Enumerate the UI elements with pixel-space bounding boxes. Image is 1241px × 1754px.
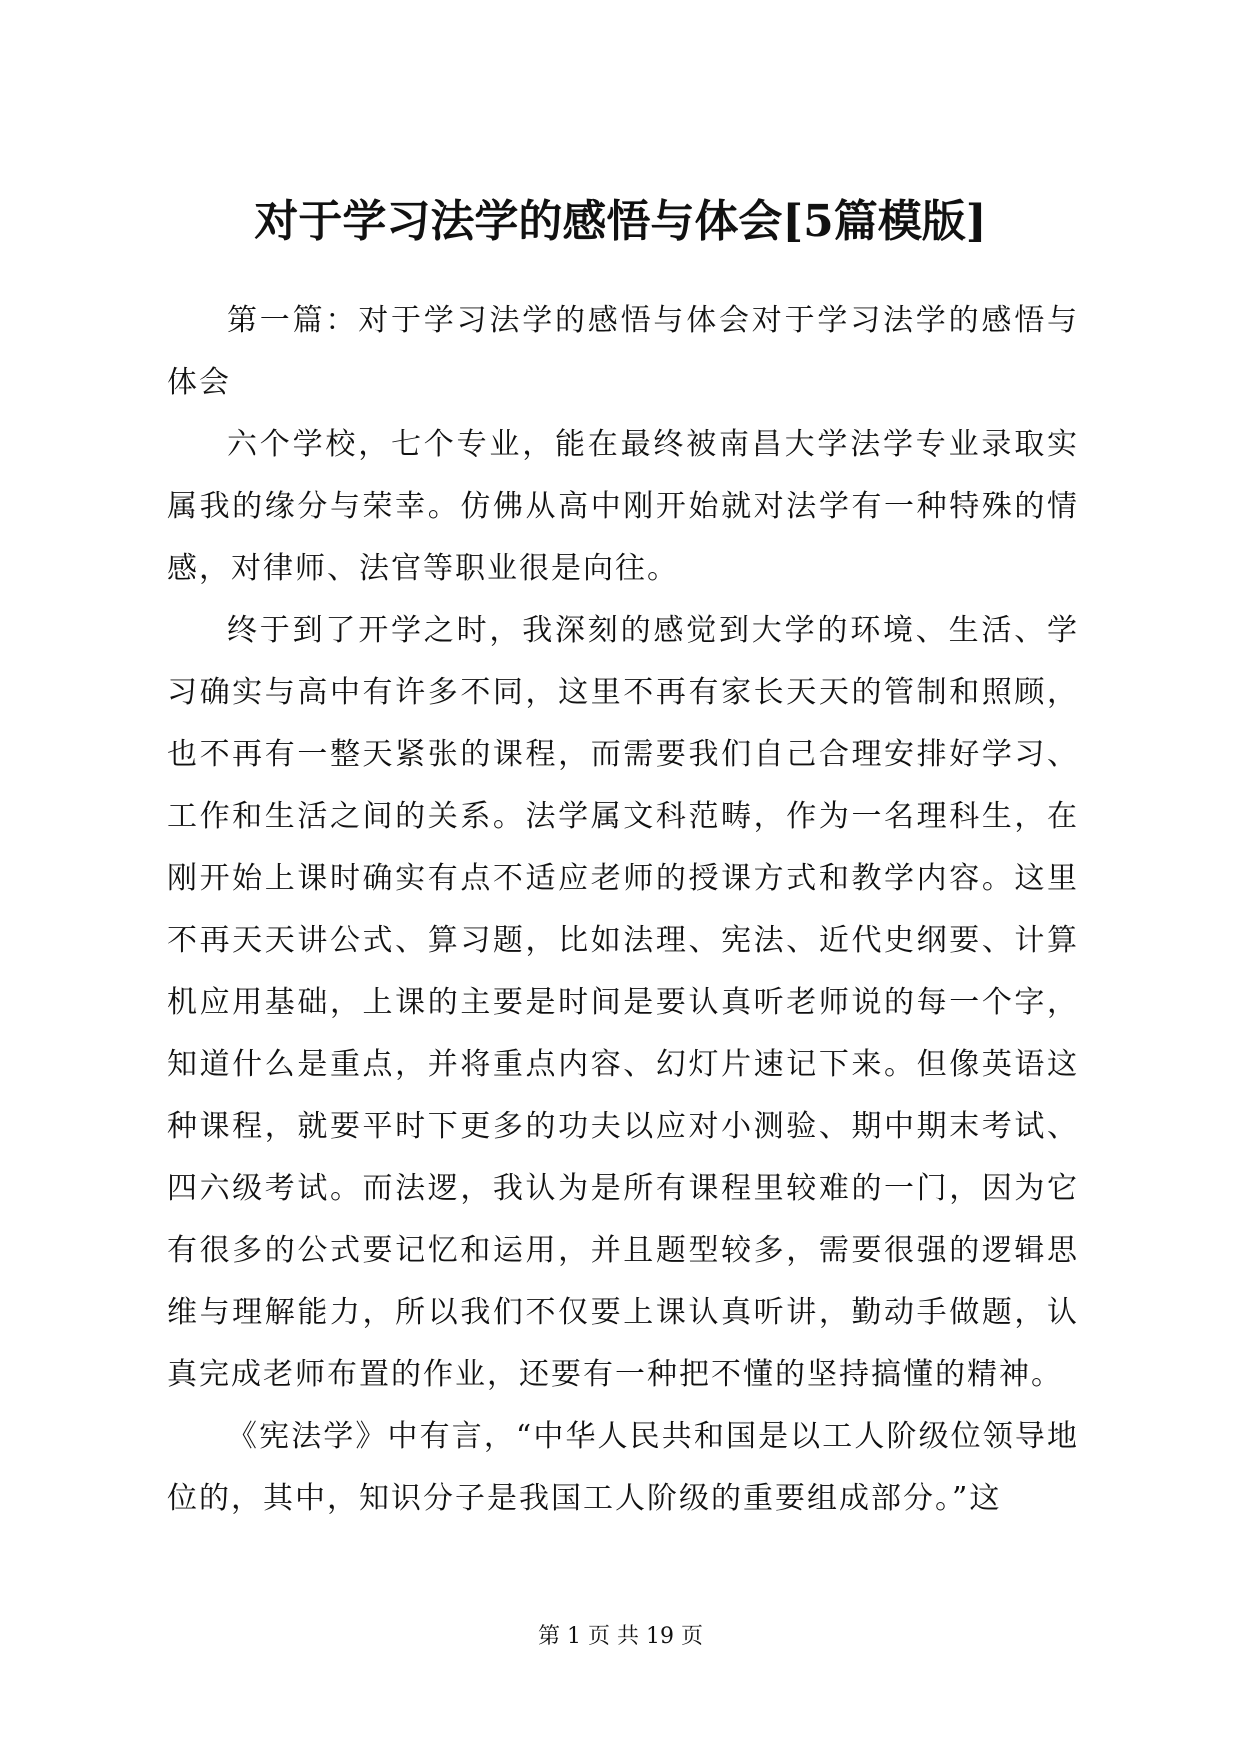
paragraph: 第一篇：对于学习法学的感悟与体会对于学习法学的感悟与体会	[167, 303, 1079, 400]
paragraph: 《宪法学》中有言，“中华人民共和国是以工人阶级位领导地位的，其中，知识分子是我国工人阶级的重要组成部分。”这	[167, 1419, 1079, 1516]
document-title: 对于学习法学的感悟与体会[5篇模版]	[254, 196, 987, 247]
paragraph: 终于到了开学之时，我深刻的感觉到大学的环境、生活、学习确实与高中有许多不同，这里不再有家长天天的管制和照顾，也不再有一整天紧张的课程，而需要我们自己合理安排好学习、工作和生活之间的关系。法学属文科范畴，作为一名理科生，在刚开始上课时确实有点不适应老师的授课方式和教学内容。这里不再天天讲公式、算习题，比如法理、宪法、近代史纲要、计算机应用基础，上课的主要是时间是要认真听老师说的每一个字，知道什么是重点，并将重点内容、幻灯片速记下来。但像英语这种课程，就要平时下更多的功夫以应对小测验、期中期末考试、四六级考试。而法逻，我认为是所有课程里较难的一门，因为它有很多的公式要记忆和运用，并且题型较多，需要很强的逻辑思维与理解能力，所以我们不仅要上课认真听讲，勤动手做题，认真完成老师布置的作业，还要有一种把不懂的坚持搞懂的精神。	[167, 613, 1079, 1392]
page-number-footer: 第 1 页 共 19 页	[538, 1624, 703, 1649]
document-body	[167, 290, 1079, 1530]
paragraph: 六个学校，七个专业，能在最终被南昌大学法学专业录取实属我的缘分与荣幸。仿佛从高中刚开始就对法学有一种特殊的情感，对律师、法官等职业很是向往。	[167, 427, 1079, 586]
